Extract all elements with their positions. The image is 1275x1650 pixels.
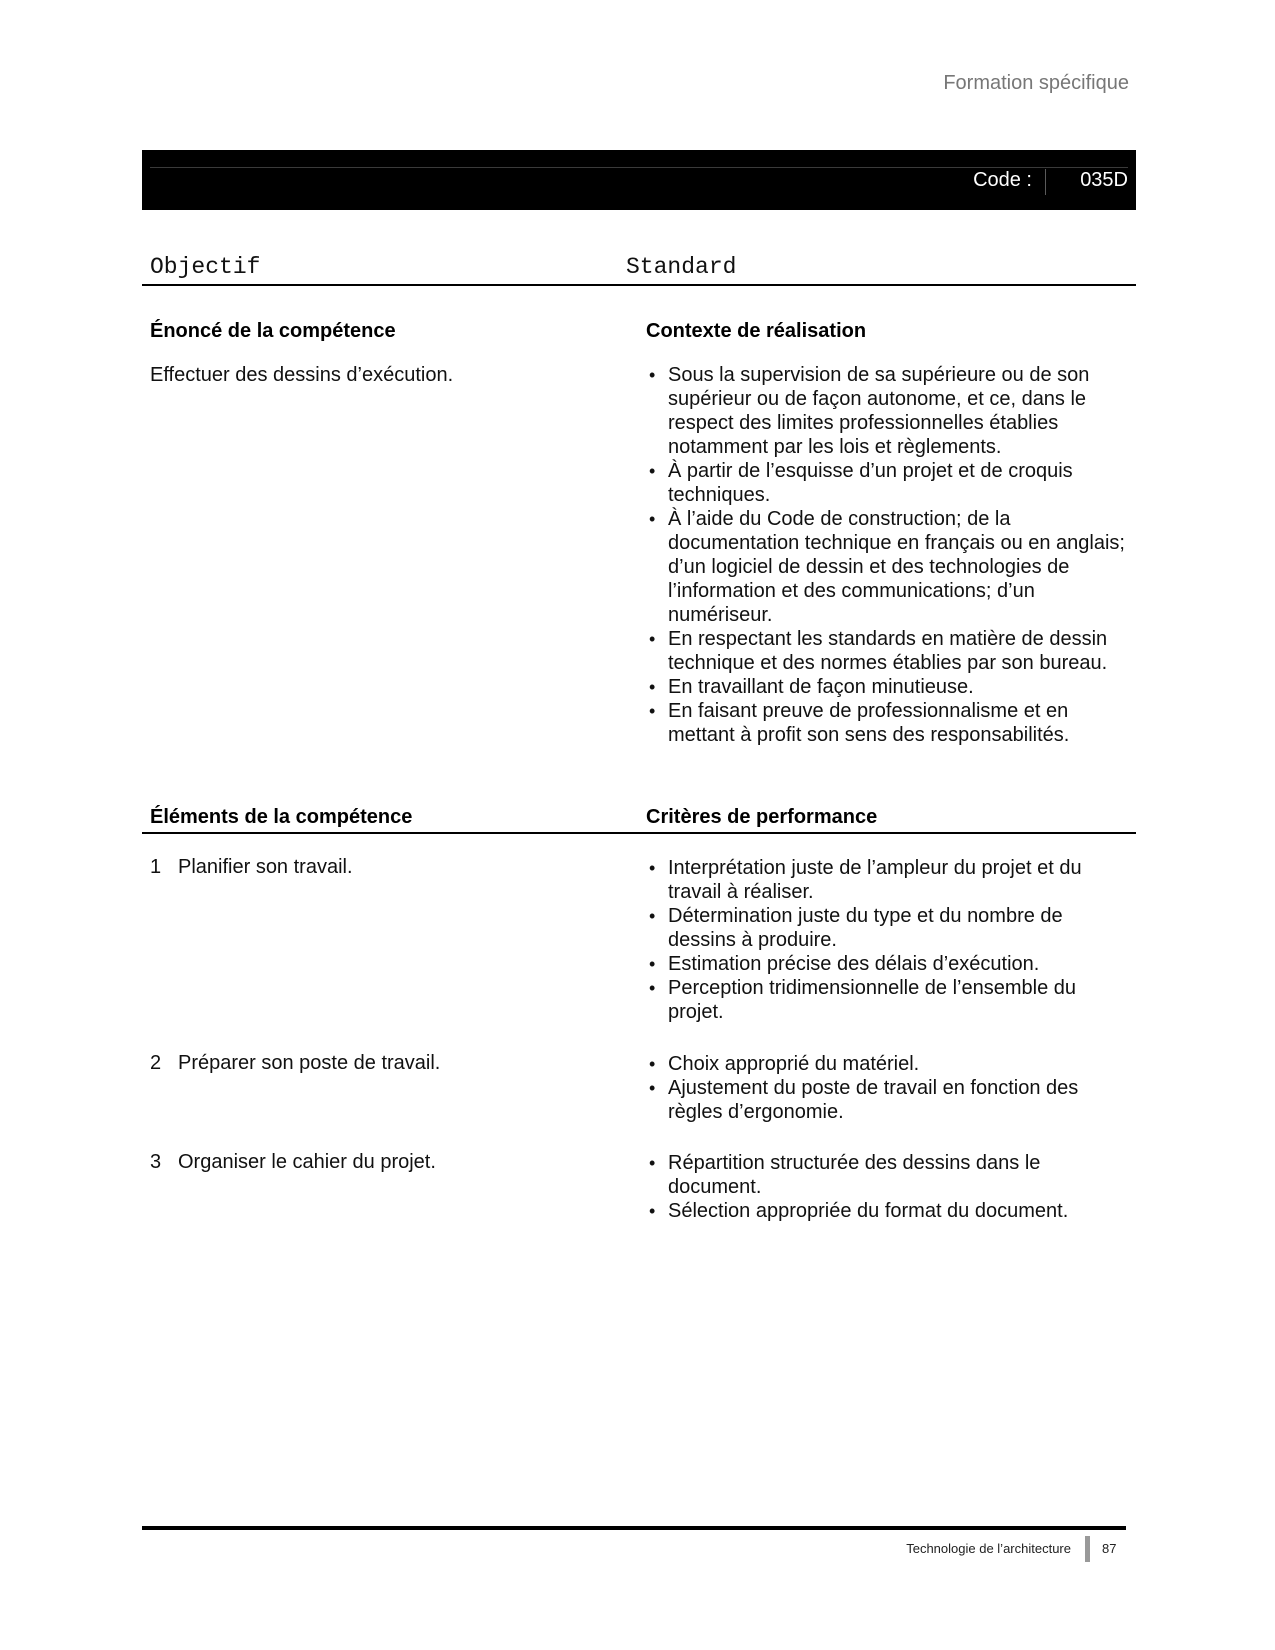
code-separator: [1045, 169, 1046, 195]
element-number: 1: [150, 856, 162, 878]
bullet-icon: •: [649, 906, 656, 926]
objectif-header: Objectif: [150, 254, 261, 280]
list-item: • À partir de l’esquisse d’un projet et de croquis techniques.: [649, 460, 1073, 506]
list-item: • Sélection appropriée du format du document.: [649, 1200, 1069, 1222]
standard-header: Standard: [626, 254, 737, 280]
criteria-list-2: [646, 1052, 1134, 1124]
column-header-row: [142, 254, 1136, 286]
criteria-heading: Critères de performance: [646, 806, 878, 828]
bullet-icon: •: [649, 1153, 656, 1173]
element-item-2: [150, 1052, 440, 1075]
page-number: 87: [1102, 1541, 1117, 1556]
list-item: • À l’aide du Code de construction; de la documentation technique en français ou en anglais; d’un logiciel de dessin et des technologies de l’information et des communications; d’un numériseur.: [649, 508, 1125, 626]
element-number: 3: [150, 1151, 162, 1173]
list-item: • Interprétation juste de l’ampleur du projet et du travail à réaliser.: [649, 857, 1082, 903]
list-item: • Choix approprié du matériel.: [649, 1053, 920, 1075]
criteria-list-3: [646, 1151, 1134, 1223]
code-value: 035D: [1080, 169, 1128, 191]
list-item: • En respectant les standards en matière de dessin technique et des normes établies par son bureau.: [649, 628, 1108, 674]
code-bar: [142, 150, 1136, 210]
footer-separator: [1085, 1536, 1090, 1562]
element-label: Organiser le cahier du projet.: [178, 1151, 436, 1173]
criteria-list-1: [646, 856, 1134, 1024]
list-item: • En faisant preuve de professionnalisme et en mettant à profit son sens des responsabilités.: [649, 700, 1070, 746]
bullet-icon: •: [649, 1201, 656, 1221]
bullet-icon: •: [649, 365, 656, 385]
list-item: • Estimation précise des délais d’exécution.: [649, 953, 1040, 975]
contexte-list: [646, 363, 1134, 747]
bullet-icon: •: [649, 701, 656, 721]
enonce-section: [150, 320, 590, 387]
list-item: • En travaillant de façon minutieuse.: [649, 676, 974, 698]
footer-rule: [142, 1526, 1126, 1530]
element-number: 2: [150, 1052, 162, 1074]
bullet-icon: •: [649, 677, 656, 697]
section-label: Formation spécifique: [943, 72, 1129, 94]
element-label: Planifier son travail.: [178, 856, 353, 878]
contexte-heading: Contexte de réalisation: [646, 320, 867, 342]
bullet-icon: •: [649, 954, 656, 974]
enonce-heading: Énoncé de la compétence: [150, 320, 396, 342]
contexte-section: [646, 320, 1134, 747]
bullet-icon: •: [649, 461, 656, 481]
bullet-icon: •: [649, 509, 656, 529]
list-item: • Ajustement du poste de travail en fonction des règles d’ergonomie.: [649, 1077, 1079, 1123]
list-item: • Sous la supervision de sa supérieure ou de son supérieur ou de façon autonome, et ce, dans le respect des limites professionnelles établies notamment par les lois et règlements.: [649, 364, 1090, 458]
bullet-icon: •: [649, 629, 656, 649]
code-label: Code :: [973, 169, 1032, 191]
list-item: • Répartition structurée des dessins dans le document.: [649, 1152, 1041, 1198]
list-item: • Détermination juste du type et du nombre de dessins à produire.: [649, 905, 1063, 951]
elements-heading: Éléments de la compétence: [150, 806, 413, 828]
list-item: • Perception tridimensionnelle de l’ensemble du projet.: [649, 977, 1077, 1023]
bullet-icon: •: [649, 1054, 656, 1074]
bullet-icon: •: [649, 858, 656, 878]
elements-header-row: [142, 806, 1136, 834]
element-label: Préparer son poste de travail.: [178, 1052, 441, 1074]
code-bar-rule: [150, 167, 1128, 168]
element-item-1: [150, 856, 353, 879]
bullet-icon: •: [649, 978, 656, 998]
footer-title: Technologie de l’architecture: [906, 1541, 1071, 1556]
enonce-text: Effectuer des dessins d’exécution.: [150, 364, 454, 386]
bullet-icon: •: [649, 1078, 656, 1098]
element-item-3: [150, 1151, 436, 1174]
